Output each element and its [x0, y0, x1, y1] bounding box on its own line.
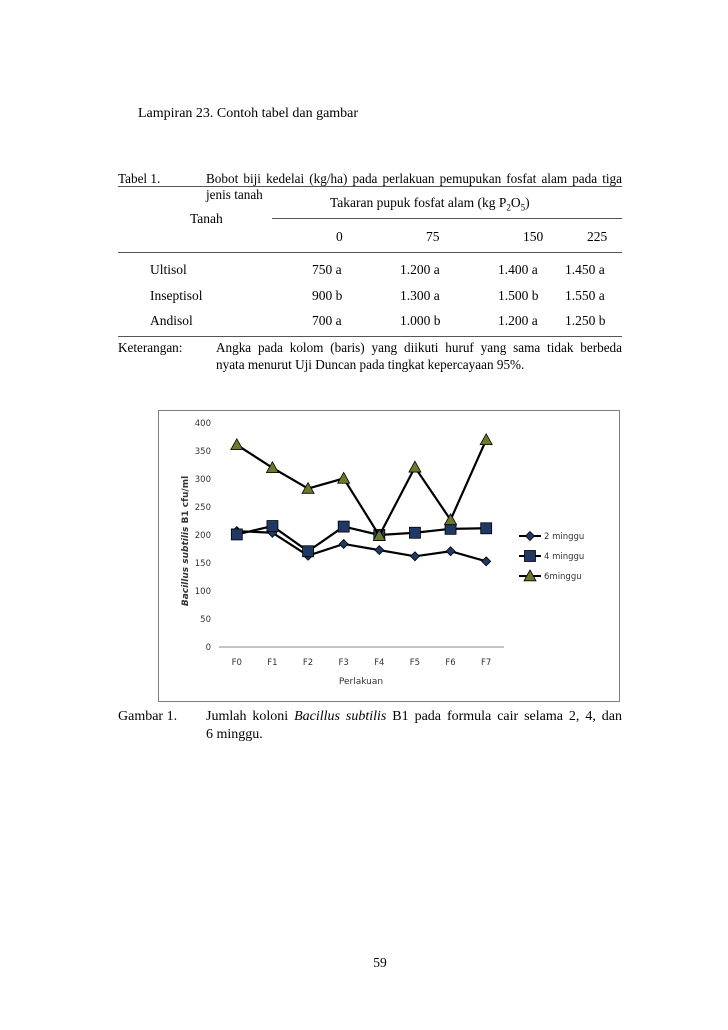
group-header-prefix: Takaran pupuk fosfat alam (kg P [330, 195, 507, 210]
y-axis-label [181, 476, 191, 606]
dose-header-0: 0 [336, 229, 343, 244]
data-point-triangle [409, 461, 421, 472]
dose-header-75: 75 [426, 229, 440, 244]
x-tick-label: F5 [409, 658, 421, 668]
table-cell: 1.450 a [565, 262, 605, 277]
x-tick-label: F4 [374, 658, 385, 668]
table-cell: 1.400 a [498, 262, 538, 277]
soil-name: Ultisol [150, 262, 187, 277]
line-chart [158, 410, 620, 702]
table-note-label: Keterangan: [118, 340, 183, 355]
y-tick-label: 100 [194, 587, 211, 597]
data-point-square [267, 521, 278, 532]
legend-label: 2 minggu [544, 532, 585, 542]
group-header-mid: O [510, 195, 521, 210]
x-tick-label: F2 [302, 658, 314, 668]
table-cell: 1.250 b [565, 313, 606, 328]
data-point-diamond [375, 546, 384, 555]
column-header-tanah: Tanah [190, 211, 223, 226]
table-cell: 700 a [312, 313, 342, 328]
table-caption-line2: jenis tanah [206, 187, 263, 202]
table-cell: 1.550 a [565, 288, 605, 303]
data-point-diamond [446, 547, 455, 556]
soil-name: Inseptisol [150, 288, 203, 303]
table-cell: 1.200 a [498, 313, 538, 328]
data-point-diamond [339, 539, 348, 548]
dose-header-225: 225 [587, 229, 608, 244]
x-tick-label: F3 [338, 658, 349, 668]
data-point-diamond [410, 552, 419, 561]
appendix-heading: Lampiran 23. Contoh tabel dan gambar [138, 106, 359, 121]
table-cell: 1.500 b [498, 288, 539, 303]
data-point-square [409, 527, 420, 538]
table-cell: 1.000 b [400, 313, 441, 328]
figure-caption-italic: Bacillus subtilis [294, 709, 387, 724]
data-point-square [481, 523, 492, 534]
table-cell: 900 b [312, 288, 343, 303]
group-header-sub1: 2 [506, 202, 511, 213]
data-point-triangle [231, 439, 243, 450]
x-axis-label: Perlakuan [338, 677, 384, 687]
legend-entry [519, 570, 582, 582]
figure-caption-line2: 6 minggu. [206, 727, 263, 742]
table-note-line1: Angka pada kolom (baris) yang diikuti huruf yang sama tidak berbeda [216, 340, 622, 355]
x-tick-label: F7 [481, 658, 492, 668]
page-number: 59 [373, 955, 387, 970]
data-point-triangle [338, 472, 350, 483]
y-tick-label: 300 [194, 475, 211, 485]
group-header-sub2: 5 [520, 202, 526, 213]
table-group-rule [272, 218, 622, 219]
dose-header-150: 150 [523, 229, 544, 244]
y-tick-label: 50 [200, 615, 211, 625]
y-tick-label: 200 [194, 531, 211, 541]
table-cell: 1.300 a [400, 288, 440, 303]
data-point-square [231, 529, 242, 540]
data-point-triangle [480, 434, 492, 445]
chart-canvas [159, 411, 619, 701]
group-header-suffix: ) [525, 195, 530, 210]
y-tick-label: 150 [194, 559, 211, 569]
y-tick-label: 350 [194, 447, 211, 457]
figure-caption-label: Gambar 1. [118, 709, 178, 724]
y-tick-label: 250 [194, 503, 211, 513]
y-tick-label: 400 [194, 419, 211, 429]
table-cell: 750 a [312, 262, 342, 277]
figure-caption-post: B1 pada formula cair selama 2, 4, dan [386, 709, 622, 724]
table-cell: 1.200 a [400, 262, 440, 277]
data-point-diamond [482, 557, 491, 566]
data-point-square [338, 521, 349, 532]
data-point-triangle [266, 462, 278, 473]
y-axis-label-rest: B1 cfu/ml [181, 475, 191, 527]
x-tick-label: F0 [231, 658, 242, 668]
legend-entry [519, 551, 584, 563]
y-tick-label: 0 [205, 643, 211, 653]
figure-caption-line1 [206, 708, 622, 726]
figure-caption-pre: Jumlah koloni [206, 709, 295, 724]
x-tick-label: F6 [445, 658, 456, 668]
soil-name: Andisol [150, 313, 193, 328]
legend-label: 6minggu [544, 572, 582, 582]
x-tick-label: F1 [267, 658, 278, 668]
table-caption-line1: Bobot biji kedelai (kg/ha) pada perlakuan pemupukan fosfat alam pada tiga [206, 171, 622, 186]
table-note-line2: nyata menurut Uji Duncan pada tingkat kepercayaan 95%. [216, 357, 525, 372]
table-bottom-rule [118, 336, 622, 337]
y-axis-label-italic: Bacillus subtilis [181, 526, 191, 607]
table-header-rule [118, 252, 622, 253]
table-top-rule [118, 186, 622, 187]
legend-entry [519, 532, 584, 543]
data-point-square [303, 546, 314, 557]
legend-label: 4 minggu [544, 552, 585, 562]
column-group-header [330, 195, 530, 213]
data-point-diamond [526, 532, 535, 541]
table-caption-label: Tabel 1. [118, 171, 161, 186]
data-point-square [525, 551, 536, 562]
